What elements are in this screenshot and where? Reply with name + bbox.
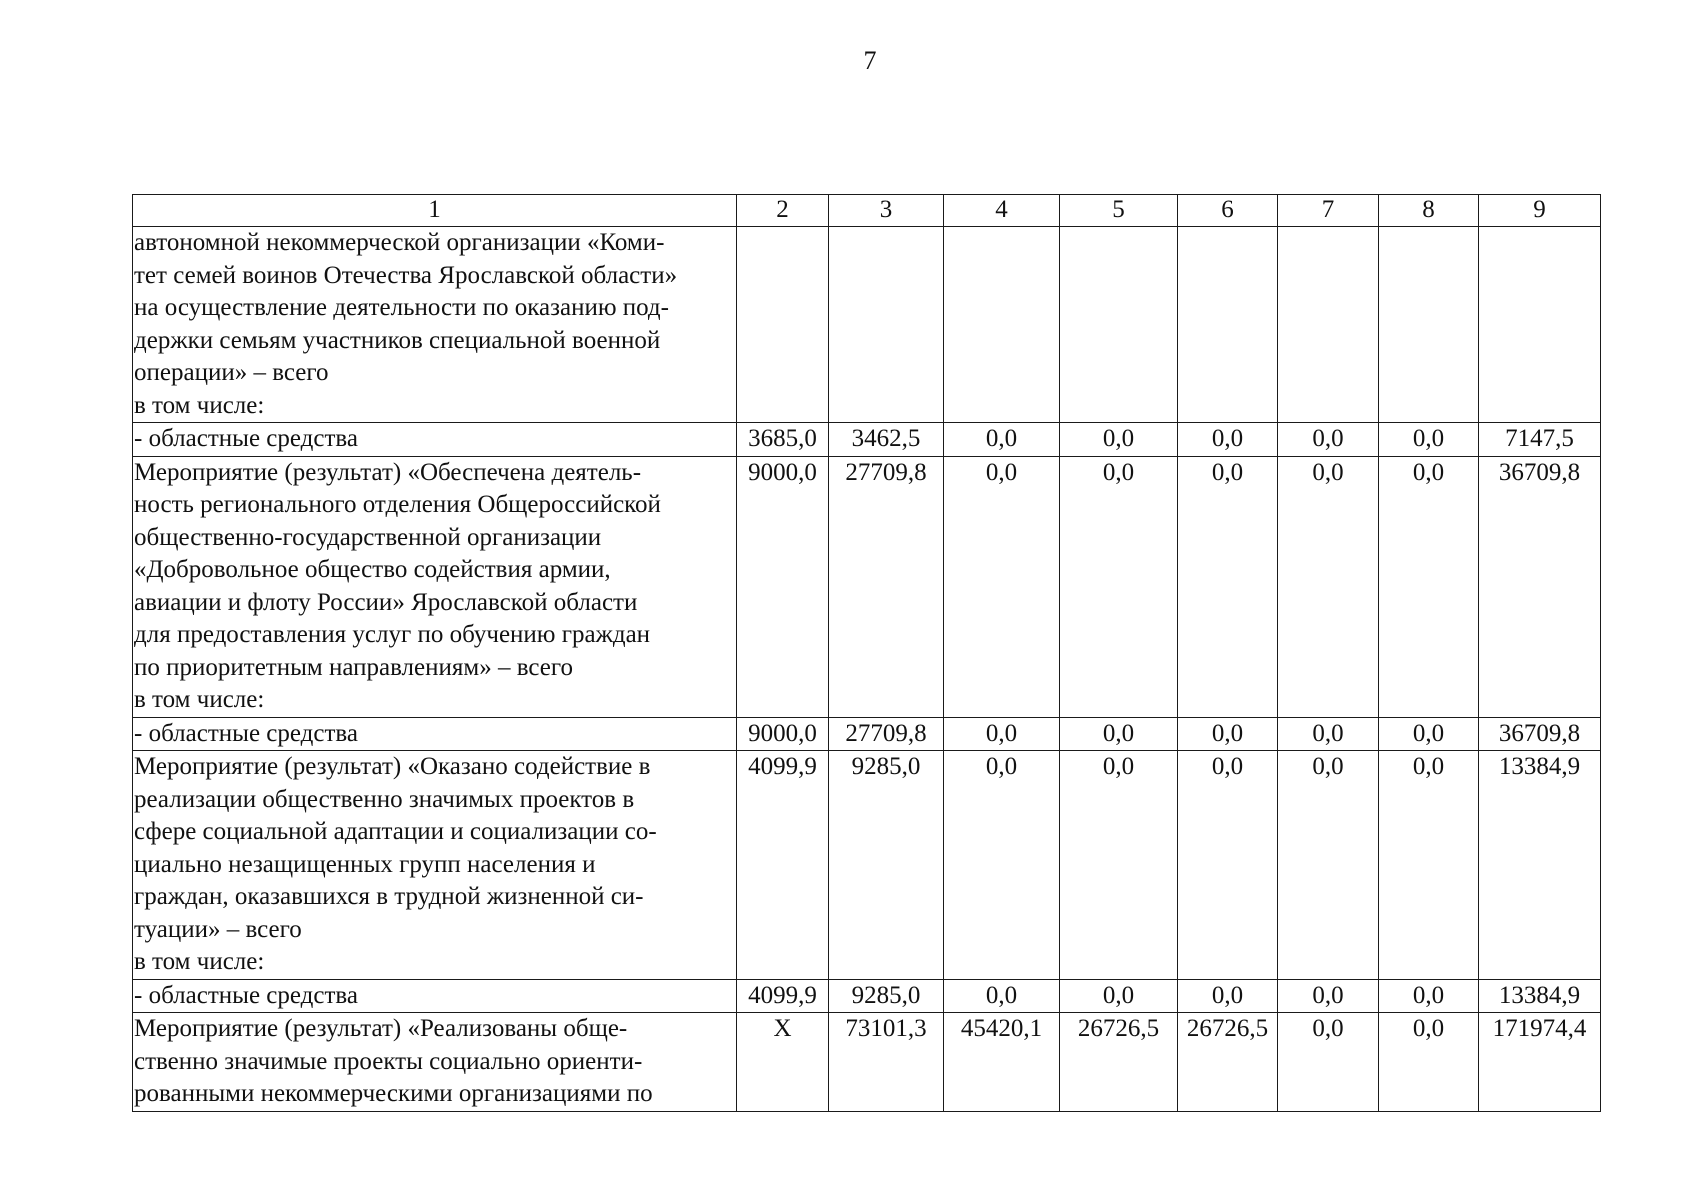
value-cell: 3685,0 [737,423,829,457]
table-header-row [133,195,1601,227]
value-cell [1178,227,1278,423]
table-body [133,195,1601,1112]
value-cell [1060,227,1178,423]
description-line: автономной некоммерческой организации «Коми- [134,229,665,256]
column-header: 1 [133,195,737,227]
value-cell: 27709,8 [829,717,944,751]
description-line: в том числе: [134,686,265,713]
value-cell: 9000,0 [737,456,829,717]
row-description [133,456,737,717]
row-description [133,717,737,751]
description-line: для предоставления услуг по обучению граждан [134,621,651,648]
value-cell: 0,0 [1278,456,1379,717]
description-line: операции» – всего [134,359,329,386]
value-cell [829,227,944,423]
column-header: 6 [1178,195,1278,227]
column-header: 9 [1479,195,1601,227]
value-cell: 9285,0 [829,751,944,980]
description-line: - областные средства [134,719,358,747]
value-cell [737,227,829,423]
value-cell: 26726,5 [1178,1013,1278,1112]
value-cell: 0,0 [1278,751,1379,980]
value-cell: 0,0 [944,717,1060,751]
budget-table [132,194,1601,1112]
funding-source-row [133,979,1601,1013]
column-header: 2 [737,195,829,227]
value-cell: 0,0 [1278,1013,1379,1112]
value-cell: 0,0 [944,751,1060,980]
description-line: авиации и флоту России» Ярославской области [134,588,638,616]
column-header: 5 [1060,195,1178,227]
value-cell: 0,0 [1278,423,1379,457]
column-header: 4 [944,195,1060,227]
activity-row [133,751,1601,980]
value-cell: 26726,5 [1060,1013,1178,1112]
value-cell [1379,227,1479,423]
value-cell: 4099,9 [737,979,829,1013]
description-line: Мероприятие (результат) «Реализованы обще- [134,1015,628,1042]
description-line: реализации общественно значимых проектов в [134,785,635,813]
value-cell: 13384,9 [1479,979,1601,1013]
value-cell: 0,0 [1178,979,1278,1013]
column-header: 8 [1379,195,1479,227]
row-description [133,751,737,980]
row-description [133,979,737,1013]
description-line: рованными некоммерческими организациями по [134,1080,653,1107]
value-cell: 0,0 [1278,979,1379,1013]
value-cell: 36709,8 [1479,456,1601,717]
value-cell [1479,227,1601,423]
description-line: граждан, оказавшихся в трудной жизненной си- [134,883,644,910]
value-cell: 0,0 [1060,979,1178,1013]
funding-source-row [133,423,1601,457]
description-line: тет семей воинов Отечества Ярославской области» [134,261,678,289]
activity-row [133,1013,1601,1112]
row-description [133,227,737,423]
value-cell: 0,0 [1278,717,1379,751]
value-cell: 9285,0 [829,979,944,1013]
description-line: «Добровольное общество содействия армии, [134,556,611,583]
value-cell: 0,0 [1060,423,1178,457]
row-description [133,1013,737,1112]
value-cell: 0,0 [944,423,1060,457]
value-cell: 0,0 [1060,751,1178,980]
value-cell: 0,0 [944,456,1060,717]
value-cell: 0,0 [1379,717,1479,751]
value-cell: 73101,3 [829,1013,944,1112]
description-line: ность регионального отделения Общероссийской [134,491,661,518]
value-cell: 0,0 [1178,751,1278,980]
page-number: 7 [863,46,877,75]
activity-row [133,227,1601,423]
description-line: в том числе: [134,948,265,975]
funding-source-row [133,717,1601,751]
description-line: по приоритетным направлениям» – всего [134,653,573,681]
value-cell: 45420,1 [944,1013,1060,1112]
value-cell: 0,0 [1178,456,1278,717]
description-line: ственно значимые проекты социально ориенти- [134,1047,643,1075]
value-cell: 7147,5 [1479,423,1601,457]
value-cell: 0,0 [1178,717,1278,751]
description-line: общественно-государственной организации [134,523,602,551]
description-line: держки семьям участников специальной военной [134,326,661,354]
value-cell: 0,0 [1060,717,1178,751]
value-cell: 0,0 [1060,456,1178,717]
value-cell [1278,227,1379,423]
description-line: Мероприятие (результат) «Обеспечена деятель- [134,458,642,486]
value-cell [944,227,1060,423]
value-cell: 9000,0 [737,717,829,751]
value-cell: 36709,8 [1479,717,1601,751]
value-cell: 0,0 [1178,423,1278,457]
value-cell: Х [737,1013,829,1112]
value-cell: 0,0 [1379,423,1479,457]
description-line: на осуществление деятельности по оказанию под- [134,294,669,321]
description-line: - областные средства [134,425,358,452]
value-cell: 0,0 [1379,456,1479,717]
activity-row [133,456,1601,717]
value-cell: 13384,9 [1479,751,1601,980]
description-line: сфере социальной адаптации и социализации со- [134,818,657,845]
description-line: в том числе: [134,391,265,419]
value-cell: 3462,5 [829,423,944,457]
description-line: циально незащищенных групп населения и [134,850,596,878]
column-header: 7 [1278,195,1379,227]
row-description [133,423,737,457]
value-cell: 27709,8 [829,456,944,717]
value-cell: 0,0 [1379,1013,1479,1112]
description-line: Мероприятие (результат) «Оказано содействие в [134,753,651,780]
column-header: 3 [829,195,944,227]
value-cell: 0,0 [1379,979,1479,1013]
value-cell: 0,0 [944,979,1060,1013]
value-cell: 4099,9 [737,751,829,980]
value-cell: 171974,4 [1479,1013,1601,1112]
description-line: туации» – всего [134,915,302,943]
value-cell: 0,0 [1379,751,1479,980]
description-line: - областные средства [134,981,358,1009]
